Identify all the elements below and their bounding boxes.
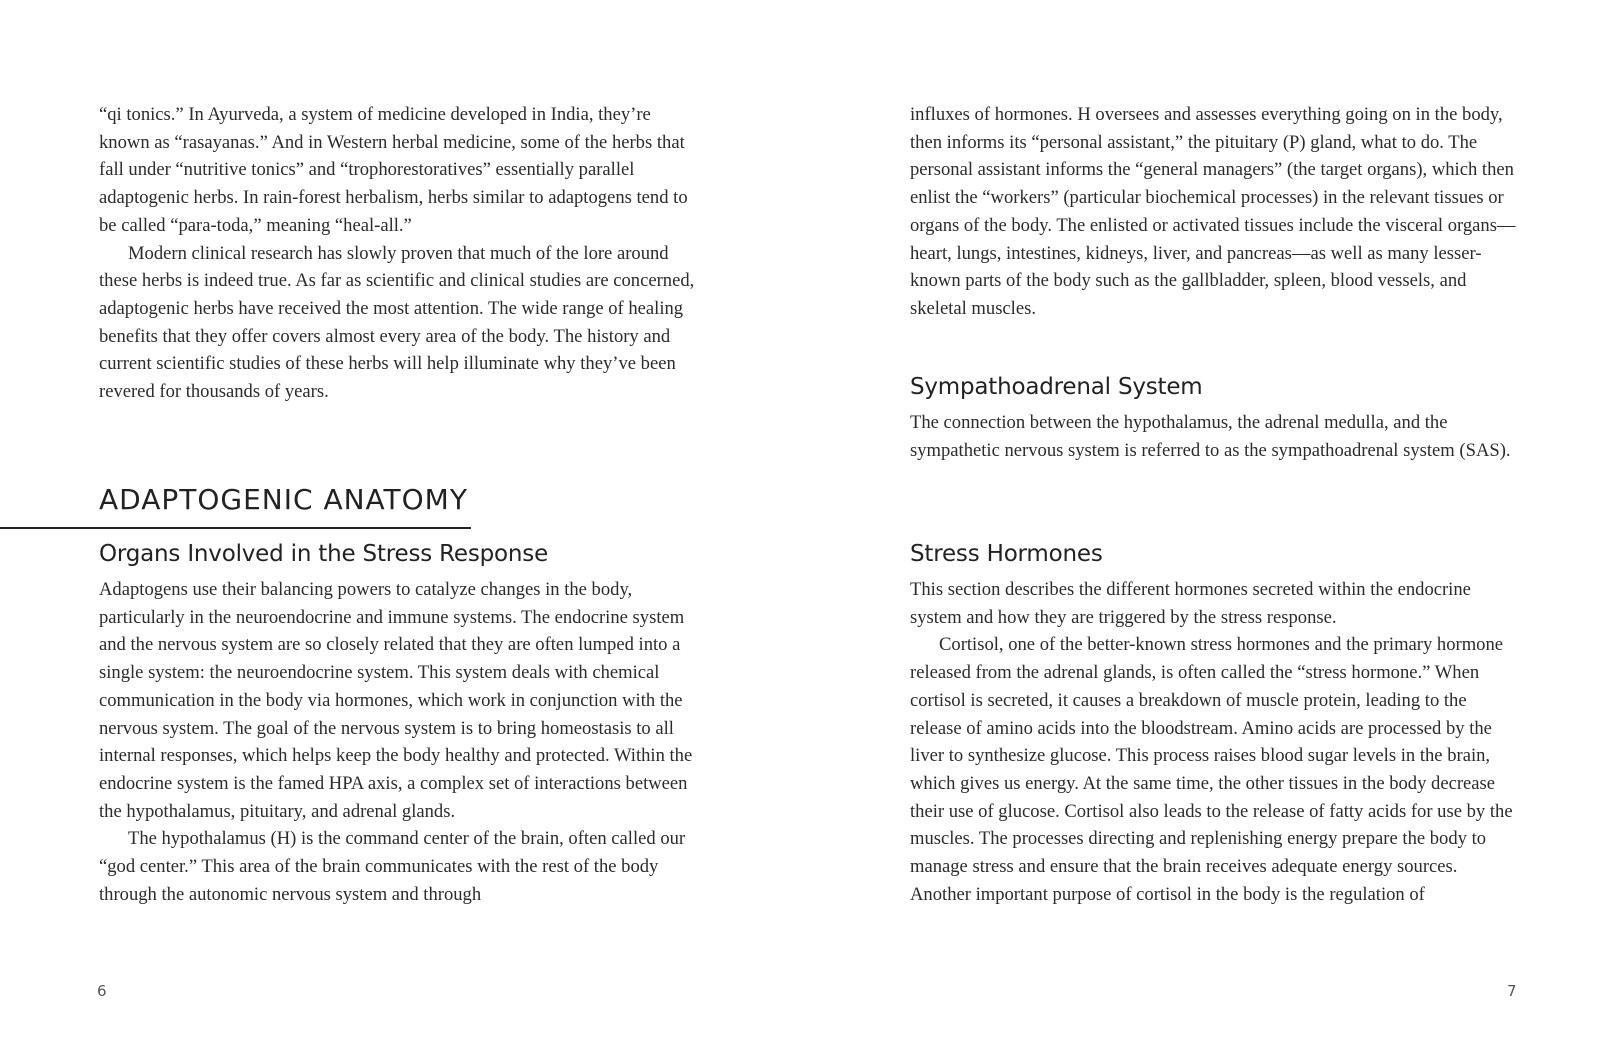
- paragraph: Modern clinical research has slowly proven that much of the lore around these herbs is indeed true. As far as scientific and clinical studies are concerned, adaptogenic herbs have received the most attention. The wide range of healing benefits that they offer covers almost every area of the body. The history and current scientific studies of these herbs will help illuminate why they’ve been revered for thousands of years.: [99, 242, 695, 403]
- section-heading: ADAPTOGENIC ANATOMY: [99, 483, 468, 516]
- paragraph: Cortisol, one of the better-known stress hormones and the primary hormone released from the adrenal glands, is often called the “stress hormone.” When cortisol is secreted, it causes a breakdown of muscle protein, leading to the release of amino acids into the bloodstream. Amino acids are processed by the liver to synthesize glucose. This process raises blood sugar levels in the brain, which gives us energy. At the same time, the other tissues in the body decrease their use of glucose. Cortisol also leads to the release of fatty acids for use by the muscles. The processes directing and replenishing energy prepare the body to manage stress and ensure that the brain receives adequate energy sources. Another important purpose of cortisol in the body is the regulation of: [910, 634, 1513, 905]
- page-number-left: 6: [97, 982, 107, 1000]
- sas-text: [910, 409, 1520, 464]
- left-intro-text: [99, 101, 699, 406]
- page-number-right: 7: [1507, 982, 1517, 1000]
- subheading-sympathoadrenal: Sympathoadrenal System: [910, 374, 1203, 400]
- stress-text: [910, 576, 1520, 908]
- section-rule: [0, 527, 471, 529]
- paragraph: influxes of hormones. H oversees and assesses everything going on in the body, then informs its “personal assistant,” the pituitary (P) gland, what to do. The personal assistant informs the “general managers” (the target organs), which then enlist the “workers” (particular biochemical processes) in the relevant tissues or organs of the body. The enlisted or activated tissues include the visceral organs—heart, lungs, intestines, kidneys, liver, and pancreas—as well as many lesser-known parts of the body such as the gallbladder, spleen, blood vessels, and skeletal muscles.: [910, 104, 1516, 319]
- paragraph: The hypothalamus (H) is the command center of the brain, often called our “god center.” This area of the brain communicates with the rest of the body through the autonomic nervous system and through: [99, 828, 686, 905]
- paragraph: This section describes the different hormones secreted within the endocrine system and how they are triggered by the stress response.: [910, 579, 1471, 628]
- paragraph: Adaptogens use their balancing powers to catalyze changes in the body, particularly in the neuroendocrine and immune systems. The endocrine system and the nervous system are so closely related that they are often lumped into a single system: the neuroendocrine system. This system deals with chemical communication in the body via hormones, which work in conjunction with the nervous system. The goal of the nervous system is to bring homeostasis to all internal responses, which helps keep the body healthy and protected. Within the endocrine system is the famed HPA axis, a complex set of interactions between the hypothalamus, pituitary, and adrenal glands.: [99, 579, 693, 822]
- paragraph: “qi tonics.” In Ayurveda, a system of medicine developed in India, they’re known as “rasayanas.” And in Western herbal medicine, some of the herbs that fall under “nutritive tonics” and “trophorestoratives” essentially parallel adaptogenic herbs. In rain-forest herbalism, herbs similar to adaptogens tend to be called “para-toda,” meaning “heal-all.”: [99, 104, 688, 236]
- right-intro-text: [910, 101, 1520, 323]
- left-body-text: [99, 576, 699, 908]
- right-page: [800, 0, 1600, 1040]
- subheading-stress-hormones: Stress Hormones: [910, 541, 1103, 567]
- paragraph: The connection between the hypothalamus, the adrenal medulla, and the sympathetic nervous system is referred to as the sympathoadrenal system (SAS).: [910, 412, 1511, 461]
- subheading-organs: Organs Involved in the Stress Response: [99, 541, 549, 567]
